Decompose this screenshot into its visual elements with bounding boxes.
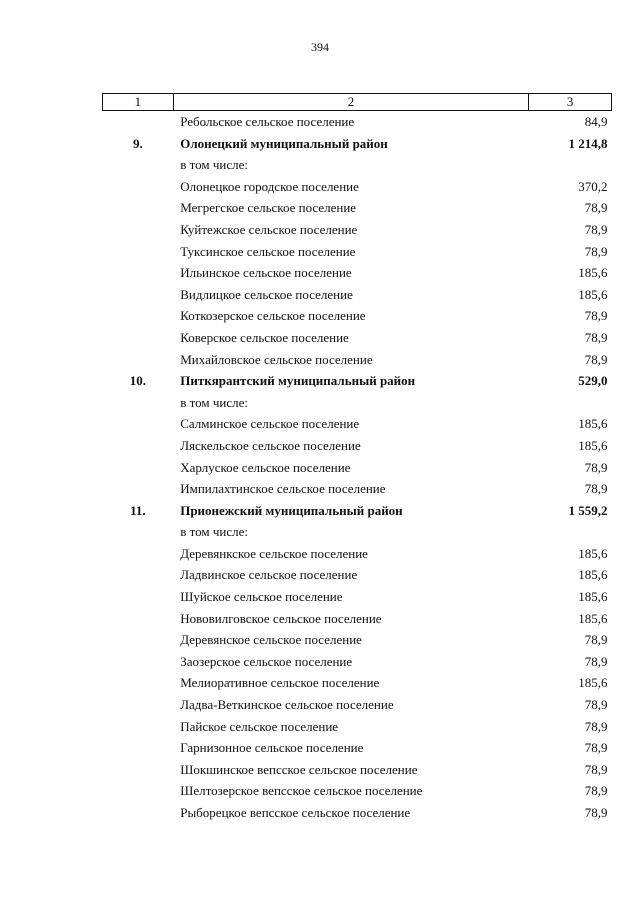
row-value (529, 392, 612, 414)
table-row (103, 478, 612, 500)
table-row (103, 413, 612, 435)
row-name: Шелтозерское вепсское сельское поселение (180, 783, 423, 799)
table-row (103, 327, 612, 349)
row-name: Коткозерское сельское поселение (180, 308, 366, 324)
table-row (103, 802, 612, 824)
table-row (103, 305, 612, 327)
row-number (103, 327, 174, 349)
row-number (103, 716, 174, 738)
row-number (103, 176, 174, 198)
row-name: Куйтежское сельское поселение (180, 221, 358, 237)
row-number (103, 780, 174, 802)
row-value: 78,9 (584, 329, 608, 345)
row-number (103, 543, 174, 565)
table-row (103, 694, 612, 716)
row-number (103, 262, 174, 284)
row-value: 78,9 (584, 761, 608, 777)
district-row (103, 133, 612, 155)
row-value: 78,9 (584, 308, 608, 324)
row-number (103, 435, 174, 457)
row-name: Импилахтинское сельское поселение (180, 481, 386, 497)
row-name: Заозерское сельское поселение (180, 653, 353, 669)
row-name: Деревянкское сельское поселение (180, 545, 368, 561)
row-name: Видлицкое сельское поселение (180, 286, 353, 302)
table-row (103, 608, 612, 630)
row-name: Нововилговское сельское поселение (180, 610, 382, 626)
table-row (103, 241, 612, 263)
row-value (529, 521, 612, 543)
table-row (103, 435, 612, 457)
row-name: Рыборецкое вепсское сельское поселение (180, 805, 411, 820)
table-row (103, 586, 612, 608)
row-value: 78,9 (584, 783, 608, 799)
row-value: 84,9 (584, 114, 608, 129)
table-row (103, 737, 612, 759)
table-row (103, 284, 612, 306)
row-number (103, 219, 174, 241)
row-value: 78,9 (584, 697, 608, 713)
table-row (103, 759, 612, 781)
row-value: 78,9 (584, 351, 608, 367)
table-row (103, 521, 612, 543)
row-name: Коверское сельское поселение (180, 329, 349, 345)
row-name: Мегрегское сельское поселение (180, 200, 357, 216)
row-value: 185,6 (578, 545, 608, 561)
table-row (103, 392, 612, 414)
table-row (103, 543, 612, 565)
row-value: 78,9 (584, 481, 608, 497)
row-value (529, 154, 612, 176)
row-number (103, 608, 174, 630)
row-number (103, 111, 174, 133)
row-name: Ильинское сельское поселение (180, 265, 352, 281)
row-number: 9. (132, 135, 143, 151)
row-name: Ладвинское сельское поселение (180, 567, 358, 583)
row-name: Мелиоративное сельское поселение (180, 675, 380, 691)
row-name: Олонецкое городское поселение (180, 178, 359, 194)
row-value: 185,6 (578, 567, 608, 583)
row-name: Прионежский муниципальный район (180, 502, 403, 518)
row-value: 78,9 (584, 243, 608, 259)
row-value: 78,9 (584, 653, 608, 669)
row-name: Салминское сельское поселение (180, 416, 360, 432)
row-number (103, 284, 174, 306)
row-number (103, 305, 174, 327)
row-value: 1 214,8 (568, 135, 608, 151)
table-row (103, 716, 612, 738)
row-number (103, 694, 174, 716)
row-number (103, 737, 174, 759)
row-number (103, 802, 174, 824)
table-row (103, 672, 612, 694)
row-value: 1 559,2 (568, 502, 608, 518)
table-row (103, 564, 612, 586)
row-number (103, 478, 174, 500)
row-value: 185,6 (578, 265, 608, 281)
row-name: Шуйское сельское поселение (180, 589, 343, 605)
row-name: Гарнизонное сельское поселение (180, 740, 364, 756)
row-value: 185,6 (578, 437, 608, 453)
row-number (103, 241, 174, 263)
district-row (103, 370, 612, 392)
row-number (103, 349, 174, 371)
row-value: 185,6 (578, 610, 608, 626)
row-name: в том числе: (180, 157, 248, 173)
row-value: 185,6 (578, 416, 608, 432)
row-value: 185,6 (578, 675, 608, 691)
row-number (103, 672, 174, 694)
table-row (103, 111, 612, 133)
row-value: 78,9 (584, 805, 608, 820)
row-name: Ладва-Веткинское сельское поселение (180, 697, 394, 713)
row-number (103, 392, 174, 414)
row-number: 10. (129, 373, 146, 389)
row-number (103, 564, 174, 586)
table-header (103, 94, 612, 111)
header-col-1: 1 (103, 94, 174, 111)
row-name: в том числе: (180, 524, 248, 540)
row-name: Ребольское сельское поселение (180, 114, 355, 129)
table-row (103, 780, 612, 802)
row-name: Ляскельское сельское поселение (180, 437, 361, 453)
row-name: Михайловское сельское поселение (180, 351, 373, 367)
row-value: 185,6 (578, 589, 608, 605)
row-name: Шокшинское вепсское сельское поселение (180, 761, 418, 777)
row-name: Олонецкий муниципальный район (180, 135, 388, 151)
page-number: 394 (311, 40, 329, 54)
row-number (103, 154, 174, 176)
row-value: 78,9 (584, 740, 608, 756)
row-number (103, 521, 174, 543)
row-name: Туксинское сельское поселение (180, 243, 356, 259)
row-name: Харлуское сельское поселение (180, 459, 351, 475)
header-row (103, 94, 612, 111)
allocation-table (102, 93, 612, 824)
row-number (103, 651, 174, 673)
header-col-2: 2 (173, 94, 528, 111)
row-number (103, 413, 174, 435)
row-name: Пайское сельское поселение (180, 718, 339, 734)
table-row (103, 629, 612, 651)
row-number (103, 197, 174, 219)
row-number (103, 457, 174, 479)
table-row (103, 349, 612, 371)
row-value: 78,9 (584, 632, 608, 648)
row-name: в том числе: (180, 394, 248, 410)
row-value: 78,9 (584, 459, 608, 475)
table-row (103, 154, 612, 176)
row-value: 185,6 (578, 286, 608, 302)
table-body (103, 111, 612, 824)
row-value: 370,2 (578, 178, 608, 194)
table-row (103, 262, 612, 284)
row-number (103, 629, 174, 651)
table-row (103, 651, 612, 673)
row-number (103, 586, 174, 608)
table-row (103, 176, 612, 198)
district-row (103, 500, 612, 522)
row-number: 11. (130, 502, 146, 518)
row-name: Питкярантский муниципальный район (180, 373, 416, 389)
row-value: 78,9 (584, 718, 608, 734)
row-value: 529,0 (578, 373, 608, 389)
row-value: 78,9 (584, 200, 608, 216)
row-name: Деревянское сельское поселение (180, 632, 362, 648)
row-value: 78,9 (584, 221, 608, 237)
table-row (103, 197, 612, 219)
header-col-3: 3 (529, 94, 612, 111)
row-number (103, 759, 174, 781)
table-row (103, 219, 612, 241)
table-row (103, 457, 612, 479)
